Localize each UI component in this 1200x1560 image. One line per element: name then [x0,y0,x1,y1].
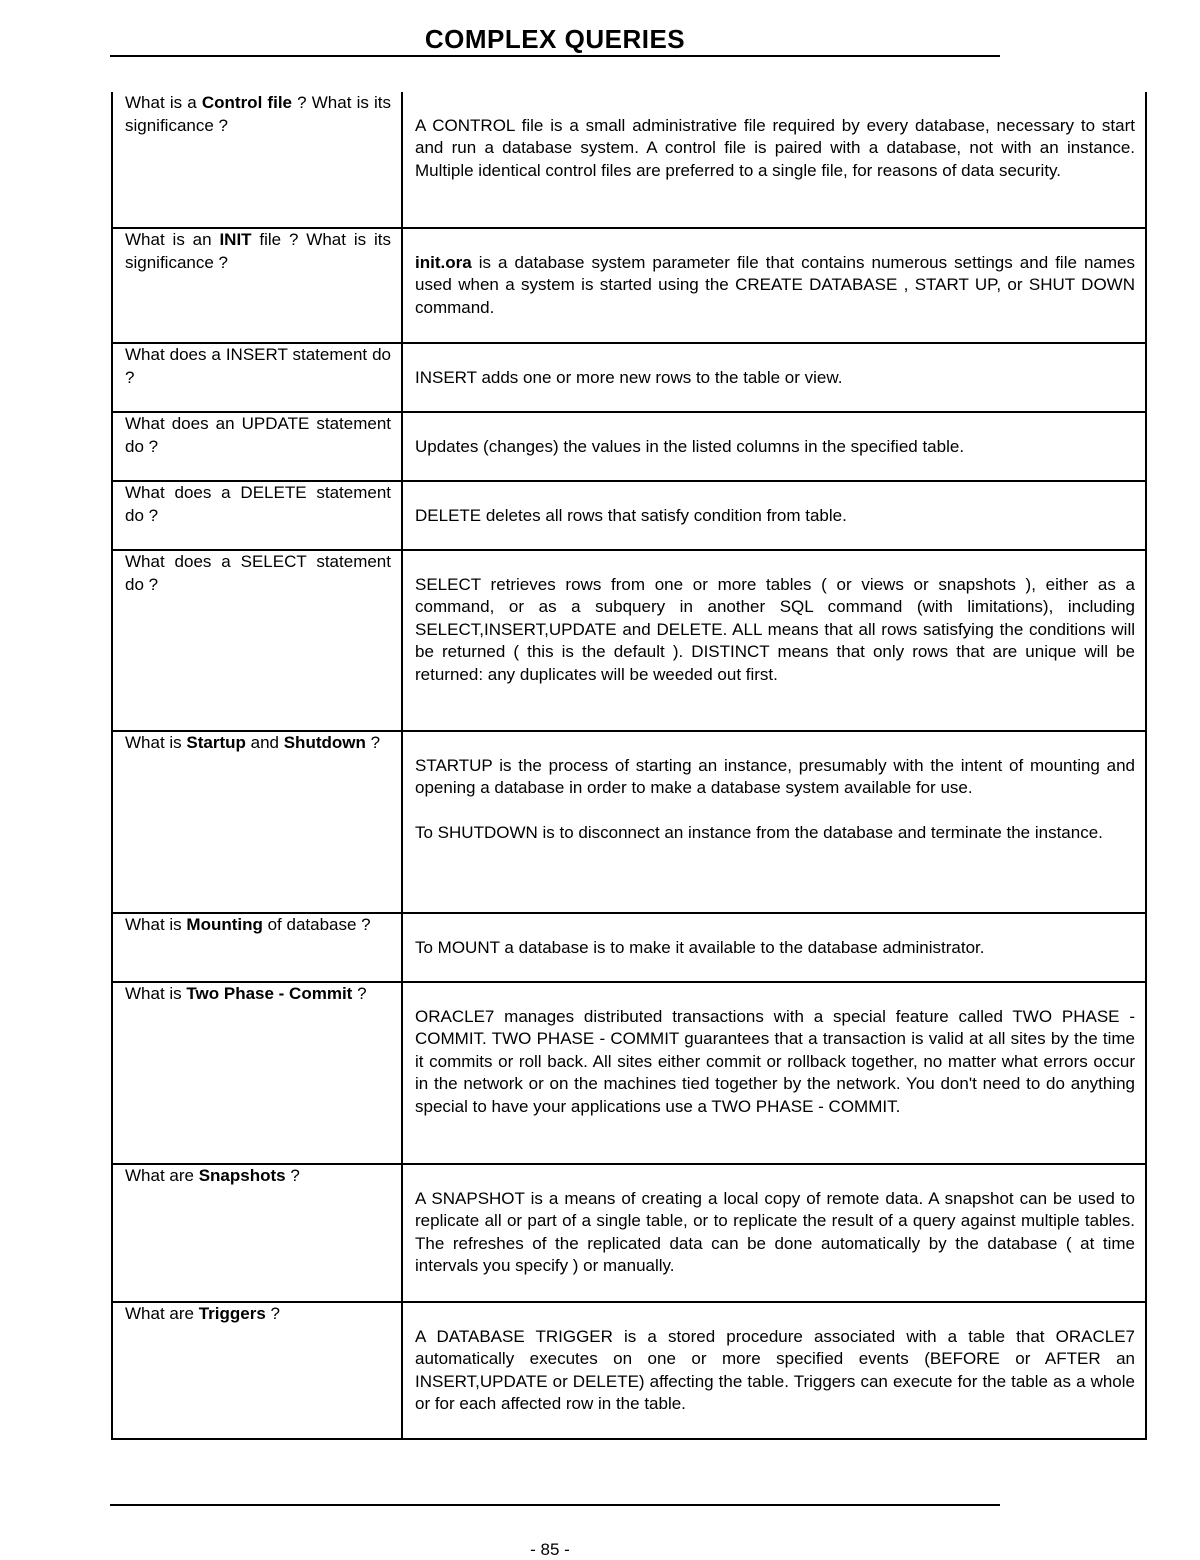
answer-cell [402,228,1146,343]
text-segment: ORACLE7 manages distributed transactions with a special feature called TWO PHASE - COMMIT. TWO PHASE - COMMIT guarantees that a transaction is valid at all sites by the time it commits or roll back. All sites either commit or rollback together, no matter what errors occur in the network or on the machines tied together by the network. You don't need to do anything special to have your applications use a TWO PHASE - COMMIT. [415,1006,1135,1116]
answer-paragraph [415,822,1135,845]
answer-cell [402,412,1146,481]
answer-paragraph [415,574,1135,687]
answer-cell [402,343,1146,412]
text-segment: ? [352,984,367,1003]
bold-term: Triggers [198,1304,266,1323]
question-cell [112,982,402,1164]
answer-cell [402,731,1146,913]
question-cell [112,1164,402,1302]
answer-paragraph [415,937,1135,960]
text-segment: ? [265,1304,280,1323]
text-segment: INSERT adds one or more new rows to the table or view. [415,367,843,387]
text-segment: What is [125,733,187,752]
bold-term: Startup [186,733,246,752]
text-segment: of database ? [262,915,371,934]
question-cell [112,343,402,412]
text-segment: Updates (changes) the values in the listed columns in the specified table. [415,436,965,456]
answer-paragraph [415,436,1135,459]
text-segment: A SNAPSHOT is a means of creating a local copy of remote data. A snapshot can be used to replicate all or part of a single table, or to replicate the result of a query against multiple tables. The refreshes of the replicated data can be done automatically by the database ( at time intervals you specify ) or manually. [415,1188,1135,1276]
table-row [112,1164,1146,1302]
text-segment: ? [365,733,381,752]
answer-cell [402,913,1146,982]
text-segment: STARTUP is the process of starting an instance, presumably with the intent of mounting and opening a database in order to make a database system available for use. [415,755,1135,798]
table-row [112,481,1146,550]
page-number: - 85 - [530,1540,570,1559]
text-segment: To SHUTDOWN is to disconnect an instance from the database and terminate the instance. [415,823,1103,843]
answer-cell [402,982,1146,1164]
bold-term: Snapshots [198,1166,286,1185]
text-segment: What are [125,1304,199,1323]
answer-paragraph [415,505,1135,528]
answer-paragraph [415,367,1135,390]
table-row [112,412,1146,481]
answer-paragraph [415,1188,1135,1278]
table-row [112,1302,1146,1439]
text-segment: is a database system parameter file that contains numerous settings and file names used when a system is started using the CREATE DATABASE , START UP, or SHUT DOWN command. [415,252,1135,317]
text-segment: What does a SELECT statement do ? [125,552,391,594]
answer-paragraph [415,1006,1135,1119]
text-segment: A DATABASE TRIGGER is a stored procedure associated with a table that ORACLE7 automatically executes on one or more specified events (BEFORE or AFTER an INSERT,UPDATE or DELETE) affecting the table. Triggers can execute for the table as a whole or for each affected row in the table. [415,1326,1135,1414]
text-segment: ? [285,1166,300,1185]
qa-table [111,92,1147,1440]
bold-term: Two Phase - Commit [186,984,353,1003]
table-row [112,343,1146,412]
question-cell [112,92,402,228]
question-cell [112,1302,402,1439]
text-segment: What are [125,1166,199,1185]
text-segment: and [245,733,284,752]
header-rule [110,55,1000,57]
question-cell [112,412,402,481]
text-segment: What does a INSERT statement do ? [125,345,391,387]
text-segment: ? What is its significance ? [125,93,391,135]
bold-term: init.ora [415,252,472,272]
answer-paragraph [415,1326,1135,1416]
bold-term: Control file [201,93,292,112]
answer-cell [402,481,1146,550]
bold-term: Shutdown [283,733,366,752]
bold-term: Mounting [186,915,263,934]
text-segment: What does an UPDATE statement do ? [125,414,391,456]
table-row [112,92,1146,228]
table-row [112,982,1146,1164]
table-row [112,913,1146,982]
answer-paragraph [415,252,1135,320]
question-cell [112,228,402,343]
question-cell [112,913,402,982]
text-segment: DELETE deletes all rows that satisfy condition from table. [415,505,847,525]
text-segment: SELECT retrieves rows from one or more tables ( or views or snapshots ), either as a command, or as a subquery in another SQL command (with limitations), including SELECT,INSERT,UPDATE and DELETE. ALL means that all rows satisfying the conditions will be returned ( this is the default ). DISTINCT means that only rows that are unique will be returned: any duplicates will be weeded out first. [415,574,1135,684]
answer-cell [402,1164,1146,1302]
text-segment: To MOUNT a database is to make it available to the database administrator. [415,937,985,957]
text-segment: What is [125,984,187,1003]
text-segment: What does a DELETE statement do ? [125,483,391,525]
question-cell [112,731,402,913]
answer-cell [402,550,1146,731]
table-row [112,731,1146,913]
page-title: COMPLEX QUERIES [424,24,686,54]
text-segment: What is [125,915,187,934]
question-cell [112,550,402,731]
answer-cell [402,92,1146,228]
table-row [112,228,1146,343]
footer-rule [110,1504,1000,1506]
answer-paragraph [415,115,1135,183]
bold-term: INIT [219,230,252,249]
answer-paragraph [415,755,1135,800]
table-row [112,550,1146,731]
text-segment: file ? What is its significance ? [125,230,391,272]
text-segment: A CONTROL file is a small administrative file required by every database, necessary to start and run a database system. A control file is paired with a database, not with an instance. Multiple identical control files are preferred to a single file, for reasons of data security. [415,115,1135,180]
answer-cell [402,1302,1146,1439]
text-segment: What is a [125,93,202,112]
question-cell [112,481,402,550]
text-segment: What is an [125,230,220,249]
